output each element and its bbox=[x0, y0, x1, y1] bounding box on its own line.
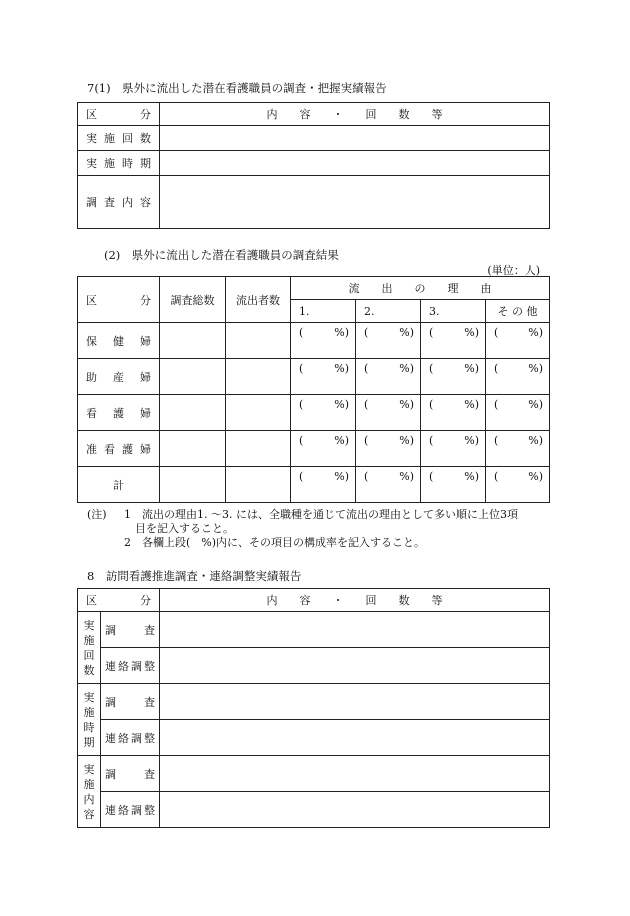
content-header: 内 容 ・ 回 数 等 bbox=[160, 589, 550, 612]
pct-cell[interactable]: ( %) bbox=[486, 395, 550, 431]
row-label-jisshi-jiki: 実施時期 bbox=[78, 151, 160, 176]
unit-label: (単位：人) bbox=[487, 264, 540, 277]
survey-total-cell[interactable] bbox=[160, 467, 226, 503]
pct-cell[interactable]: ( %) bbox=[291, 359, 356, 395]
note-1-line2: 目を記入すること。 bbox=[135, 522, 234, 535]
survey-total-cell[interactable] bbox=[160, 359, 226, 395]
row-label-total: 計 bbox=[78, 467, 160, 503]
note-1-line1: 流出の理由1. ～3. には、全職種を通じて流出の理由として多い順に上位3項 bbox=[142, 508, 518, 521]
pct-cell[interactable]: ( %) bbox=[356, 431, 421, 467]
group-label-jisshi-naiyo: 実施内容 bbox=[78, 756, 101, 828]
pct-cell[interactable]: ( %) bbox=[421, 323, 486, 359]
pct-cell[interactable]: ( %) bbox=[486, 323, 550, 359]
pct-cell[interactable]: ( %) bbox=[486, 431, 550, 467]
pct-cell[interactable]: ( %) bbox=[356, 323, 421, 359]
input-cell[interactable] bbox=[160, 612, 550, 648]
row-label-jisshi-kaisu: 実施回数 bbox=[78, 126, 160, 151]
pct-cell[interactable]: ( %) bbox=[356, 359, 421, 395]
pct-cell[interactable]: ( %) bbox=[291, 467, 356, 503]
sub-label-chosa: 調 査 bbox=[101, 684, 160, 720]
table-row bbox=[78, 323, 550, 359]
pct-cell[interactable]: ( %) bbox=[356, 467, 421, 503]
sub-label-chosa: 調 査 bbox=[101, 756, 160, 792]
pct-cell[interactable]: ( %) bbox=[421, 431, 486, 467]
reason-header: 流 出 の 理 由 bbox=[291, 277, 550, 300]
input-cell[interactable] bbox=[160, 126, 550, 151]
row-label-kangofu: 看 護 婦 bbox=[78, 395, 160, 431]
content-header: 内 容 ・ 回 数 等 bbox=[160, 103, 550, 126]
section7-title: 7(1) 県外に流出した潜在看護職員の調査・把握実績報告 bbox=[87, 81, 387, 95]
section7-table bbox=[77, 102, 550, 229]
input-cell[interactable] bbox=[160, 684, 550, 720]
sub-label-renraku: 連絡調整 bbox=[101, 648, 160, 684]
input-cell[interactable] bbox=[160, 756, 550, 792]
pct-cell[interactable]: ( %) bbox=[291, 395, 356, 431]
row-label-chosa-naiyo: 調査内容 bbox=[78, 176, 160, 229]
survey-total-cell[interactable] bbox=[160, 395, 226, 431]
survey-total-header: 調査総数 bbox=[160, 277, 226, 323]
sub-label-renraku: 連絡調整 bbox=[101, 792, 160, 828]
section8-title: 8 訪問看護推進調査・連絡調整実績報告 bbox=[87, 569, 302, 583]
reason-col-3: 3. bbox=[421, 300, 486, 323]
outflow-count-cell[interactable] bbox=[226, 359, 291, 395]
input-cell[interactable] bbox=[160, 792, 550, 828]
outflow-count-cell[interactable] bbox=[226, 467, 291, 503]
group-label-jisshi-jiki: 実施時期 bbox=[78, 684, 101, 756]
pct-cell[interactable]: ( %) bbox=[291, 323, 356, 359]
note-2-text: 各欄上段( %)内に、その項目の構成率を記入すること。 bbox=[142, 536, 426, 549]
table-row bbox=[78, 467, 550, 503]
group-label-jisshi-kaisu: 実施回数 bbox=[78, 612, 101, 684]
reason-col-1: 1. bbox=[291, 300, 356, 323]
note-1-num: 1 bbox=[124, 508, 131, 521]
note-prefix: (注) bbox=[87, 508, 107, 521]
kubun-header: 区 分 bbox=[78, 103, 160, 126]
pct-cell[interactable]: ( %) bbox=[486, 359, 550, 395]
pct-cell[interactable]: ( %) bbox=[421, 359, 486, 395]
table-row bbox=[78, 431, 550, 467]
kubun-header: 区 分 bbox=[78, 589, 160, 612]
kubun-header: 区 分 bbox=[78, 277, 160, 323]
section7-2-title: (2) 県外に流出した潜在看護職員の調査結果 bbox=[104, 248, 339, 262]
outflow-count-header: 流出者数 bbox=[226, 277, 291, 323]
input-cell[interactable] bbox=[160, 648, 550, 684]
table-row bbox=[78, 359, 550, 395]
row-label-josanpu: 助 産 婦 bbox=[78, 359, 160, 395]
pct-cell[interactable]: ( %) bbox=[421, 467, 486, 503]
reason-col-other: そ の 他 bbox=[486, 300, 550, 323]
survey-total-cell[interactable] bbox=[160, 431, 226, 467]
survey-total-cell[interactable] bbox=[160, 323, 226, 359]
note-2-num: 2 bbox=[124, 536, 131, 549]
outflow-count-cell[interactable] bbox=[226, 395, 291, 431]
section8-table bbox=[77, 588, 550, 828]
input-cell[interactable] bbox=[160, 720, 550, 756]
outflow-count-cell[interactable] bbox=[226, 431, 291, 467]
sub-label-renraku: 連絡調整 bbox=[101, 720, 160, 756]
pct-cell[interactable]: ( %) bbox=[421, 395, 486, 431]
results-table bbox=[77, 276, 550, 503]
pct-cell[interactable]: ( %) bbox=[356, 395, 421, 431]
reason-col-2: 2. bbox=[356, 300, 421, 323]
outflow-count-cell[interactable] bbox=[226, 323, 291, 359]
input-cell[interactable] bbox=[160, 176, 550, 229]
row-label-junkangofu: 准看護婦 bbox=[78, 431, 160, 467]
row-label-hokenfu: 保 健 婦 bbox=[78, 323, 160, 359]
sub-label-chosa: 調 査 bbox=[101, 612, 160, 648]
pct-cell[interactable]: ( %) bbox=[486, 467, 550, 503]
input-cell[interactable] bbox=[160, 151, 550, 176]
table-row bbox=[78, 395, 550, 431]
pct-cell[interactable]: ( %) bbox=[291, 431, 356, 467]
